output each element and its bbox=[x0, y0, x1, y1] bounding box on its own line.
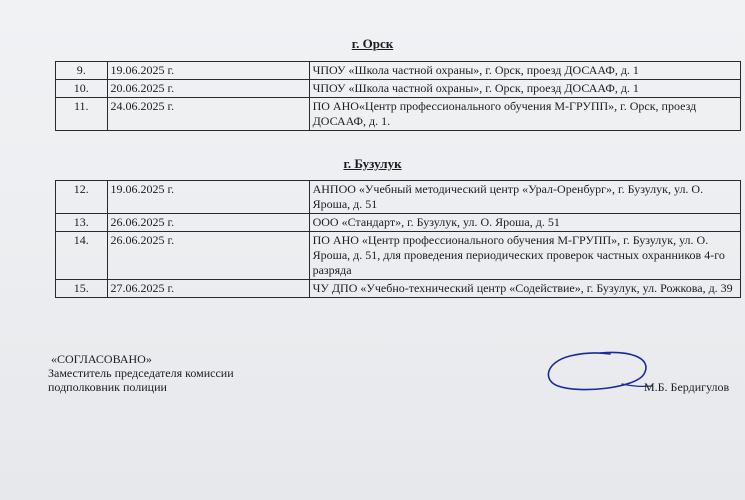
row-number: 9. bbox=[56, 62, 108, 80]
approval-stamp: «СОГЛАСОВАНО» bbox=[51, 352, 152, 366]
signer-name: М.Б. Бердигулов bbox=[644, 380, 730, 394]
approval-block bbox=[48, 352, 234, 394]
schedule-table-buzuluk bbox=[55, 180, 741, 298]
row-place: ООО «Стандарт», г. Бузулук, ул. О. Яроша, д. 51 bbox=[309, 214, 740, 232]
table-row bbox=[56, 98, 741, 131]
table-row bbox=[56, 62, 741, 80]
approver-rank: подполковник полиции bbox=[48, 380, 167, 394]
handwritten-signature bbox=[540, 348, 660, 400]
row-number: 11. bbox=[56, 98, 108, 131]
row-date: 19.06.2025 г. bbox=[107, 62, 309, 80]
row-date: 20.06.2025 г. bbox=[107, 80, 309, 98]
table-row bbox=[56, 214, 741, 232]
row-number: 15. bbox=[56, 280, 108, 298]
table-row bbox=[56, 280, 741, 298]
row-date: 26.06.2025 г. bbox=[107, 214, 309, 232]
row-date: 26.06.2025 г. bbox=[107, 232, 309, 280]
city-heading-buzuluk: г. Бузулук bbox=[343, 156, 402, 171]
table-row bbox=[56, 232, 741, 280]
row-place: ПО АНО «Центр профессионального обучения М-ГРУПП», г. Бузулук, ул. О. Яроша, д. 51, для проведения периодических проверок частных охранников 4-го разряда bbox=[309, 232, 740, 280]
row-place: ЧПОУ «Школа частной охраны», г. Орск, проезд ДОСААФ, д. 1 bbox=[309, 80, 740, 98]
row-number: 12. bbox=[56, 181, 108, 214]
table-row bbox=[56, 80, 741, 98]
city-heading-orsk: г. Орск bbox=[351, 36, 394, 51]
row-number: 10. bbox=[56, 80, 108, 98]
row-place: ЧУ ДПО «Учебно-технический центр «Содействие», г. Бузулук, ул. Рожкова, д. 39 bbox=[309, 280, 740, 298]
approver-position: Заместитель председателя комиссии bbox=[48, 366, 234, 380]
schedule-table-orsk bbox=[55, 61, 741, 131]
row-place: АНПОО «Учебный методический центр «Урал-Оренбург», г. Бузулук, ул. О. Яроша, д. 51 bbox=[309, 181, 740, 214]
row-date: 24.06.2025 г. bbox=[107, 98, 309, 131]
row-date: 19.06.2025 г. bbox=[107, 181, 309, 214]
table-row bbox=[56, 181, 741, 214]
row-date: 27.06.2025 г. bbox=[107, 280, 309, 298]
row-place: ЧПОУ «Школа частной охраны», г. Орск, проезд ДОСААФ, д. 1 bbox=[309, 62, 740, 80]
row-place: ПО АНО«Центр профессионального обучения М-ГРУПП», г. Орск, проезд ДОСААФ, д. 1. bbox=[309, 98, 740, 131]
row-number: 13. bbox=[56, 214, 108, 232]
row-number: 14. bbox=[56, 232, 108, 280]
